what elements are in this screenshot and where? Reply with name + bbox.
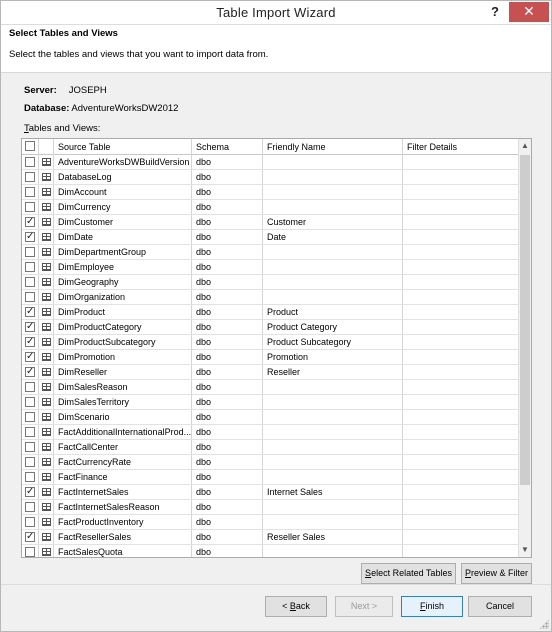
source-table-cell: DimProduct <box>54 305 192 319</box>
table-icon <box>42 173 51 181</box>
schema-cell: dbo <box>192 185 263 199</box>
table-icon-cell <box>39 485 54 499</box>
filter-details-cell[interactable] <box>403 410 519 424</box>
friendly-name-cell[interactable] <box>263 440 403 454</box>
table-row[interactable] <box>22 470 519 485</box>
table-icon-cell <box>39 305 54 319</box>
filter-details-cell[interactable] <box>403 515 519 529</box>
schema-cell: dbo <box>192 545 263 558</box>
row-checkbox[interactable] <box>25 442 35 452</box>
tables-grid[interactable] <box>21 138 532 558</box>
source-table-cell: FactInternetSalesReason <box>54 500 192 514</box>
row-checkbox-cell[interactable] <box>22 410 39 424</box>
row-checkbox-cell[interactable] <box>22 260 39 274</box>
friendly-name-cell[interactable]: Product <box>263 305 403 319</box>
schema-cell: dbo <box>192 515 263 529</box>
page-description: Select the tables and views that you want to import data from. <box>9 49 269 60</box>
source-table-cell: DimProductCategory <box>54 320 192 334</box>
table-icon <box>42 548 51 556</box>
source-table-cell: DimProductSubcategory <box>54 335 192 349</box>
row-checkbox[interactable] <box>25 277 35 287</box>
table-row[interactable] <box>22 515 519 530</box>
schema-cell: dbo <box>192 260 263 274</box>
table-row[interactable] <box>22 530 519 545</box>
table-icon-cell <box>39 320 54 334</box>
table-icon <box>42 503 51 511</box>
table-icon-cell <box>39 410 54 424</box>
filter-details-cell[interactable] <box>403 545 519 558</box>
row-checkbox-cell[interactable] <box>22 515 39 529</box>
row-checkbox[interactable] <box>25 472 35 482</box>
source-table-cell: FactAdditionalInternationalProd... <box>54 425 192 439</box>
filter-details-cell[interactable] <box>403 215 519 229</box>
select-all-cell[interactable] <box>22 139 39 155</box>
row-checkbox[interactable] <box>25 457 35 467</box>
source-table-cell: FactSalesQuota <box>54 545 192 558</box>
preview-filter-button[interactable]: Preview & Filter <box>461 563 532 584</box>
row-checkbox-cell[interactable] <box>22 200 39 214</box>
row-checkbox-cell[interactable] <box>22 545 39 558</box>
friendly-name-cell[interactable] <box>263 155 403 169</box>
table-row[interactable] <box>22 305 519 320</box>
resize-grip-icon[interactable] <box>539 619 549 629</box>
table-row[interactable] <box>22 215 519 230</box>
row-checkbox-cell[interactable] <box>22 350 39 364</box>
database-info <box>24 103 178 114</box>
next-button[interactable]: Next > <box>335 596 393 617</box>
table-icon <box>42 428 51 436</box>
schema-cell: dbo <box>192 470 263 484</box>
filter-details-cell[interactable] <box>403 185 519 199</box>
row-checkbox-cell[interactable] <box>22 185 39 199</box>
schema-cell: dbo <box>192 200 263 214</box>
table-icon-cell <box>39 440 54 454</box>
wizard-header <box>1 25 551 73</box>
table-row[interactable] <box>22 380 519 395</box>
filter-details-cell[interactable] <box>403 230 519 244</box>
row-checkbox-cell[interactable] <box>22 470 39 484</box>
database-label: Database: <box>24 103 70 114</box>
scroll-thumb[interactable] <box>520 155 530 485</box>
table-icon-cell <box>39 170 54 184</box>
schema-cell: dbo <box>192 350 263 364</box>
source-table-cell: FactInternetSales <box>54 485 192 499</box>
table-row[interactable] <box>22 350 519 365</box>
server-value: JOSEPH <box>68 85 107 96</box>
row-checkbox-cell[interactable] <box>22 380 39 394</box>
filter-details-cell[interactable] <box>403 470 519 484</box>
table-row[interactable] <box>22 320 519 335</box>
row-checkbox[interactable] <box>25 157 35 167</box>
table-icon-cell <box>39 515 54 529</box>
filter-details-cell[interactable] <box>403 260 519 274</box>
friendly-name-cell[interactable] <box>263 410 403 424</box>
row-checkbox[interactable]: ✓ <box>26 366 35 377</box>
schema-cell: dbo <box>192 395 263 409</box>
row-checkbox[interactable]: ✓ <box>26 531 35 542</box>
table-icon <box>42 413 51 421</box>
table-icon <box>42 188 51 196</box>
schema-cell: dbo <box>192 320 263 334</box>
table-icon-cell <box>39 455 54 469</box>
server-label: Server: <box>24 85 57 96</box>
row-checkbox[interactable] <box>25 412 35 422</box>
page-title: Select Tables and Views <box>9 28 118 39</box>
row-checkbox[interactable]: ✓ <box>26 231 35 242</box>
table-row[interactable] <box>22 365 519 380</box>
table-icon <box>42 488 51 496</box>
source-table-cell: FactFinance <box>54 470 192 484</box>
source-table-cell: FactCurrencyRate <box>54 455 192 469</box>
friendly-name-cell[interactable] <box>263 380 403 394</box>
row-checkbox-cell[interactable] <box>22 290 39 304</box>
friendly-name-cell[interactable] <box>263 545 403 558</box>
column-header-friendly-name[interactable]: Friendly Name <box>263 139 403 155</box>
filter-details-cell[interactable] <box>403 305 519 319</box>
table-row[interactable] <box>22 335 519 350</box>
column-header-source-table[interactable]: Source Table <box>54 139 192 155</box>
row-checkbox-cell[interactable] <box>22 365 39 379</box>
row-checkbox[interactable] <box>25 517 35 527</box>
filter-details-cell[interactable] <box>403 245 519 259</box>
source-table-cell: DimOrganization <box>54 290 192 304</box>
source-table-cell: DimScenario <box>54 410 192 424</box>
table-icon-cell <box>39 290 54 304</box>
friendly-name-cell[interactable]: Date <box>263 230 403 244</box>
tables-and-views-label: Tables and Views: <box>24 123 101 134</box>
row-checkbox[interactable] <box>25 202 35 212</box>
table-icon <box>42 278 51 286</box>
source-table-cell: AdventureWorksDWBuildVersion <box>54 155 192 169</box>
source-table-cell: DimGeography <box>54 275 192 289</box>
row-checkbox-cell[interactable] <box>22 320 39 334</box>
row-checkbox[interactable]: ✓ <box>26 336 35 347</box>
table-icon <box>42 293 51 301</box>
friendly-name-cell[interactable] <box>263 470 403 484</box>
row-checkbox-cell[interactable] <box>22 335 39 349</box>
table-icon-cell <box>39 185 54 199</box>
table-icon-cell <box>39 335 54 349</box>
row-checkbox-cell[interactable] <box>22 500 39 514</box>
filter-details-cell[interactable] <box>403 380 519 394</box>
row-checkbox-cell[interactable] <box>22 530 39 544</box>
schema-cell: dbo <box>192 335 263 349</box>
source-table-cell: DimSalesReason <box>54 380 192 394</box>
filter-details-cell[interactable] <box>403 155 519 169</box>
filter-details-cell[interactable] <box>403 320 519 334</box>
schema-cell: dbo <box>192 500 263 514</box>
table-row[interactable] <box>22 290 519 305</box>
source-table-cell: DimDepartmentGroup <box>54 245 192 259</box>
row-checkbox[interactable] <box>25 262 35 272</box>
table-row[interactable] <box>22 245 519 260</box>
friendly-name-cell[interactable]: Customer <box>263 215 403 229</box>
friendly-name-cell[interactable]: Product Category <box>263 320 403 334</box>
row-checkbox[interactable] <box>25 187 35 197</box>
friendly-name-cell[interactable]: Internet Sales <box>263 485 403 499</box>
table-icon <box>42 473 51 481</box>
row-checkbox[interactable] <box>25 397 35 407</box>
table-icon <box>42 533 51 541</box>
database-value: AdventureWorksDW2012 <box>71 103 179 114</box>
grid-rows <box>22 155 519 558</box>
schema-cell: dbo <box>192 440 263 454</box>
finish-button[interactable]: Finish <box>401 596 463 617</box>
row-checkbox-cell[interactable] <box>22 425 39 439</box>
row-checkbox[interactable] <box>25 247 35 257</box>
select-related-tables-button[interactable]: Select Related Tables <box>361 563 456 584</box>
window-title: Table Import Wizard <box>216 5 336 20</box>
friendly-name-cell[interactable] <box>263 500 403 514</box>
row-checkbox-cell[interactable] <box>22 245 39 259</box>
filter-details-cell[interactable] <box>403 425 519 439</box>
row-checkbox[interactable]: ✓ <box>26 486 35 497</box>
table-icon-cell <box>39 380 54 394</box>
row-checkbox[interactable] <box>25 382 35 392</box>
row-checkbox[interactable]: ✓ <box>26 321 35 332</box>
row-checkbox-cell[interactable] <box>22 395 39 409</box>
table-icon <box>42 323 51 331</box>
source-table-cell: DimPromotion <box>54 350 192 364</box>
source-table-cell: DimCurrency <box>54 200 192 214</box>
source-table-cell: DimAccount <box>54 185 192 199</box>
row-checkbox[interactable]: ✓ <box>26 306 35 317</box>
table-icon-cell <box>39 215 54 229</box>
table-icon-cell <box>39 395 54 409</box>
table-row[interactable] <box>22 455 519 470</box>
table-row[interactable] <box>22 425 519 440</box>
filter-details-cell[interactable] <box>403 170 519 184</box>
table-row[interactable] <box>22 155 519 170</box>
schema-cell: dbo <box>192 455 263 469</box>
source-table-cell: FactProductInventory <box>54 515 192 529</box>
row-checkbox-cell[interactable] <box>22 305 39 319</box>
table-icon <box>42 338 51 346</box>
table-icon-cell <box>39 470 54 484</box>
source-table-cell: DimDate <box>54 230 192 244</box>
table-icon <box>42 458 51 466</box>
grid-header <box>22 139 519 155</box>
schema-cell: dbo <box>192 230 263 244</box>
table-icon-cell <box>39 245 54 259</box>
row-checkbox-cell[interactable] <box>22 230 39 244</box>
table-row[interactable] <box>22 230 519 245</box>
friendly-name-cell[interactable] <box>263 395 403 409</box>
title-bar <box>1 1 551 25</box>
filter-details-cell[interactable] <box>403 485 519 499</box>
table-row[interactable] <box>22 485 519 500</box>
source-table-cell: DimReseller <box>54 365 192 379</box>
source-table-cell: DimCustomer <box>54 215 192 229</box>
schema-cell: dbo <box>192 290 263 304</box>
table-icon <box>42 518 51 526</box>
friendly-name-cell[interactable] <box>263 515 403 529</box>
row-checkbox-cell[interactable] <box>22 155 39 169</box>
scroll-up-icon[interactable]: ▲ <box>521 141 529 150</box>
friendly-name-cell[interactable] <box>263 200 403 214</box>
vertical-scrollbar[interactable] <box>518 139 531 557</box>
friendly-name-cell[interactable] <box>263 245 403 259</box>
table-icon <box>42 158 51 166</box>
column-header-schema[interactable]: Schema <box>192 139 263 155</box>
row-checkbox[interactable] <box>25 292 35 302</box>
back-button[interactable]: < Back <box>265 596 327 617</box>
table-row[interactable] <box>22 260 519 275</box>
filter-details-cell[interactable] <box>403 530 519 544</box>
schema-cell: dbo <box>192 170 263 184</box>
select-all-checkbox[interactable] <box>25 141 35 151</box>
table-icon <box>42 203 51 211</box>
table-icon-cell <box>39 200 54 214</box>
row-checkbox[interactable] <box>25 547 35 557</box>
filter-details-cell[interactable] <box>403 200 519 214</box>
row-checkbox-cell[interactable] <box>22 485 39 499</box>
table-icon <box>42 308 51 316</box>
row-checkbox-cell[interactable] <box>22 170 39 184</box>
table-row[interactable] <box>22 545 519 558</box>
friendly-name-cell[interactable]: Reseller <box>263 365 403 379</box>
friendly-name-cell[interactable] <box>263 290 403 304</box>
table-icon-cell <box>39 230 54 244</box>
table-icon <box>42 368 51 376</box>
row-checkbox[interactable]: ✓ <box>26 216 35 227</box>
filter-details-cell[interactable] <box>403 395 519 409</box>
table-icon <box>42 353 51 361</box>
filter-details-cell[interactable] <box>403 335 519 349</box>
friendly-name-cell[interactable] <box>263 260 403 274</box>
friendly-name-cell[interactable]: Reseller Sales <box>263 530 403 544</box>
friendly-name-cell[interactable] <box>263 170 403 184</box>
close-button[interactable]: ✕ <box>509 2 549 22</box>
filter-details-cell[interactable] <box>403 275 519 289</box>
table-icon-cell <box>39 275 54 289</box>
table-row[interactable] <box>22 200 519 215</box>
row-checkbox-cell[interactable] <box>22 275 39 289</box>
table-icon-cell <box>39 530 54 544</box>
table-icon-cell <box>39 365 54 379</box>
filter-details-cell[interactable] <box>403 365 519 379</box>
row-checkbox-cell[interactable] <box>22 440 39 454</box>
table-row[interactable] <box>22 440 519 455</box>
table-icon-cell <box>39 155 54 169</box>
table-icon <box>42 443 51 451</box>
cancel-button[interactable]: Cancel <box>468 596 532 617</box>
table-icon-cell <box>39 260 54 274</box>
row-checkbox[interactable]: ✓ <box>26 351 35 362</box>
table-row[interactable] <box>22 170 519 185</box>
schema-cell: dbo <box>192 155 263 169</box>
source-table-cell: DatabaseLog <box>54 170 192 184</box>
friendly-name-cell[interactable]: Promotion <box>263 350 403 364</box>
server-info <box>24 85 107 96</box>
row-checkbox[interactable] <box>25 427 35 437</box>
table-icon-cell <box>39 500 54 514</box>
table-icon <box>42 383 51 391</box>
schema-cell: dbo <box>192 410 263 424</box>
table-icon <box>42 248 51 256</box>
source-table-cell: DimEmployee <box>54 260 192 274</box>
source-table-cell: FactResellerSales <box>54 530 192 544</box>
filter-details-cell[interactable] <box>403 290 519 304</box>
row-checkbox-cell[interactable] <box>22 215 39 229</box>
table-row[interactable] <box>22 185 519 200</box>
filter-details-cell[interactable] <box>403 350 519 364</box>
source-table-cell: FactCallCenter <box>54 440 192 454</box>
source-table-cell: DimSalesTerritory <box>54 395 192 409</box>
column-header-filter-details[interactable]: Filter Details <box>403 139 519 155</box>
footer-separator <box>1 584 551 585</box>
table-icon <box>42 263 51 271</box>
schema-cell: dbo <box>192 365 263 379</box>
schema-cell: dbo <box>192 425 263 439</box>
table-icon-cell <box>39 545 54 558</box>
filter-details-cell[interactable] <box>403 500 519 514</box>
scroll-down-icon[interactable]: ▼ <box>521 545 529 554</box>
table-row[interactable] <box>22 395 519 410</box>
friendly-name-cell[interactable] <box>263 185 403 199</box>
schema-cell: dbo <box>192 485 263 499</box>
row-checkbox[interactable] <box>25 172 35 182</box>
schema-cell: dbo <box>192 245 263 259</box>
filter-details-cell[interactable] <box>403 455 519 469</box>
table-icon <box>42 398 51 406</box>
filter-details-cell[interactable] <box>403 440 519 454</box>
table-row[interactable] <box>22 410 519 425</box>
friendly-name-cell[interactable]: Product Subcategory <box>263 335 403 349</box>
table-icon <box>42 218 51 226</box>
friendly-name-cell[interactable] <box>263 425 403 439</box>
table-row[interactable] <box>22 500 519 515</box>
friendly-name-cell[interactable] <box>263 455 403 469</box>
help-button[interactable]: ? <box>491 4 499 19</box>
schema-cell: dbo <box>192 530 263 544</box>
row-checkbox-cell[interactable] <box>22 455 39 469</box>
table-row[interactable] <box>22 275 519 290</box>
table-icon-cell <box>39 425 54 439</box>
friendly-name-cell[interactable] <box>263 275 403 289</box>
schema-cell: dbo <box>192 380 263 394</box>
schema-cell: dbo <box>192 215 263 229</box>
schema-cell: dbo <box>192 305 263 319</box>
table-icon <box>42 233 51 241</box>
table-icon-cell <box>39 350 54 364</box>
row-checkbox[interactable] <box>25 502 35 512</box>
schema-cell: dbo <box>192 275 263 289</box>
